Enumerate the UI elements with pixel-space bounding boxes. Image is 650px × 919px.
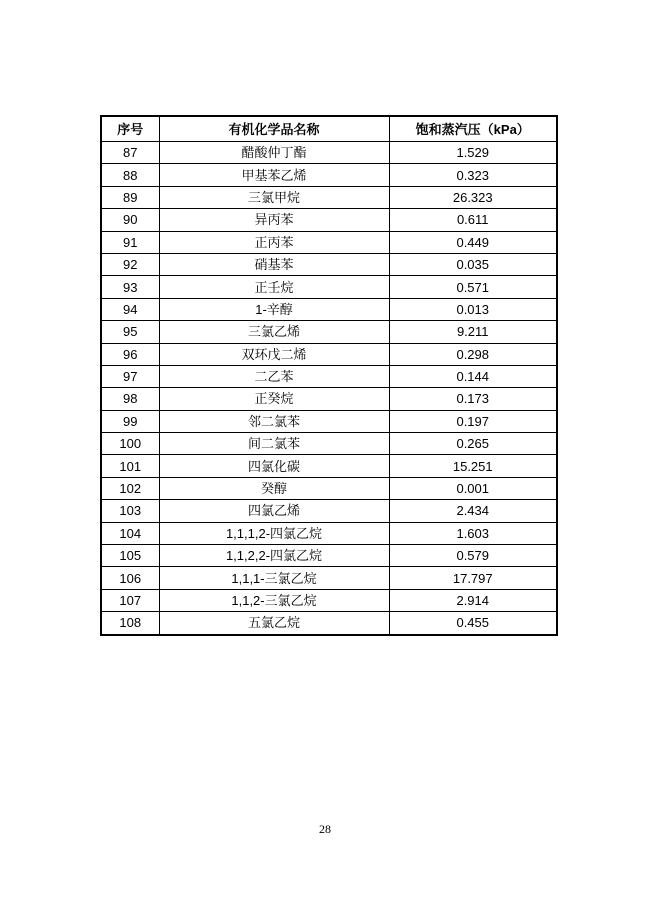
cell-index: 105 <box>101 545 159 567</box>
cell-chemical-name: 五氯乙烷 <box>159 612 389 635</box>
table-row <box>101 433 557 455</box>
table-row <box>101 612 557 635</box>
cell-chemical-name: 二乙苯 <box>159 365 389 387</box>
cell-vapor-pressure: 9.211 <box>389 321 557 343</box>
cell-chemical-name: 正壬烷 <box>159 276 389 298</box>
cell-vapor-pressure: 17.797 <box>389 567 557 589</box>
table-header-row <box>101 116 557 142</box>
table-row <box>101 365 557 387</box>
cell-chemical-name: 正癸烷 <box>159 388 389 410</box>
cell-index: 104 <box>101 522 159 544</box>
cell-chemical-name: 正丙苯 <box>159 231 389 253</box>
cell-index: 97 <box>101 365 159 387</box>
cell-index: 98 <box>101 388 159 410</box>
cell-index: 101 <box>101 455 159 477</box>
cell-vapor-pressure: 0.455 <box>389 612 557 635</box>
table-row <box>101 388 557 410</box>
cell-vapor-pressure: 0.571 <box>389 276 557 298</box>
cell-chemical-name: 间二氯苯 <box>159 433 389 455</box>
cell-vapor-pressure: 0.579 <box>389 545 557 567</box>
table-row <box>101 589 557 611</box>
cell-chemical-name: 1-辛醇 <box>159 298 389 320</box>
cell-chemical-name: 硝基苯 <box>159 253 389 275</box>
table-row <box>101 253 557 275</box>
table-row <box>101 298 557 320</box>
cell-index: 89 <box>101 186 159 208</box>
cell-index: 88 <box>101 164 159 186</box>
cell-index: 92 <box>101 253 159 275</box>
cell-chemical-name: 甲基苯乙烯 <box>159 164 389 186</box>
table-row <box>101 186 557 208</box>
cell-vapor-pressure: 0.323 <box>389 164 557 186</box>
cell-chemical-name: 1,1,2-三氯乙烷 <box>159 589 389 611</box>
table-row <box>101 343 557 365</box>
cell-vapor-pressure: 0.298 <box>389 343 557 365</box>
cell-index: 96 <box>101 343 159 365</box>
cell-index: 108 <box>101 612 159 635</box>
cell-vapor-pressure: 2.914 <box>389 589 557 611</box>
table-body <box>101 142 557 635</box>
cell-index: 100 <box>101 433 159 455</box>
cell-vapor-pressure: 0.173 <box>389 388 557 410</box>
cell-vapor-pressure: 2.434 <box>389 500 557 522</box>
cell-chemical-name: 四氯化碳 <box>159 455 389 477</box>
cell-index: 90 <box>101 209 159 231</box>
cell-index: 91 <box>101 231 159 253</box>
column-header-vapor-pressure: 饱和蒸汽压（kPa） <box>389 116 557 142</box>
cell-index: 103 <box>101 500 159 522</box>
table-row <box>101 164 557 186</box>
table-row <box>101 567 557 589</box>
cell-index: 95 <box>101 321 159 343</box>
cell-vapor-pressure: 0.013 <box>389 298 557 320</box>
cell-chemical-name: 醋酸仲丁酯 <box>159 142 389 164</box>
table-row <box>101 410 557 432</box>
table-row <box>101 545 557 567</box>
cell-vapor-pressure: 15.251 <box>389 455 557 477</box>
cell-index: 102 <box>101 477 159 499</box>
table-row <box>101 209 557 231</box>
table-row <box>101 231 557 253</box>
cell-chemical-name: 双环戊二烯 <box>159 343 389 365</box>
table-row <box>101 455 557 477</box>
cell-index: 106 <box>101 567 159 589</box>
table-row <box>101 276 557 298</box>
cell-chemical-name: 邻二氯苯 <box>159 410 389 432</box>
cell-vapor-pressure: 0.265 <box>389 433 557 455</box>
page-number: 28 <box>319 822 331 836</box>
cell-index: 87 <box>101 142 159 164</box>
table-row <box>101 522 557 544</box>
cell-vapor-pressure: 26.323 <box>389 186 557 208</box>
cell-index: 107 <box>101 589 159 611</box>
cell-chemical-name: 1,1,1-三氯乙烷 <box>159 567 389 589</box>
cell-vapor-pressure: 1.603 <box>389 522 557 544</box>
cell-index: 94 <box>101 298 159 320</box>
cell-chemical-name: 异丙苯 <box>159 209 389 231</box>
table-row <box>101 500 557 522</box>
cell-vapor-pressure: 0.611 <box>389 209 557 231</box>
table-row <box>101 142 557 164</box>
cell-index: 93 <box>101 276 159 298</box>
cell-vapor-pressure: 1.529 <box>389 142 557 164</box>
cell-chemical-name: 癸醇 <box>159 477 389 499</box>
cell-chemical-name: 1,1,2,2-四氯乙烷 <box>159 545 389 567</box>
column-header-chemical-name: 有机化学品名称 <box>159 116 389 142</box>
cell-chemical-name: 三氯甲烷 <box>159 186 389 208</box>
cell-index: 99 <box>101 410 159 432</box>
column-header-index: 序号 <box>101 116 159 142</box>
cell-chemical-name: 四氯乙烯 <box>159 500 389 522</box>
cell-vapor-pressure: 0.001 <box>389 477 557 499</box>
cell-chemical-name: 三氯乙烯 <box>159 321 389 343</box>
cell-vapor-pressure: 0.449 <box>389 231 557 253</box>
cell-chemical-name: 1,1,1,2-四氯乙烷 <box>159 522 389 544</box>
cell-vapor-pressure: 0.035 <box>389 253 557 275</box>
cell-vapor-pressure: 0.144 <box>389 365 557 387</box>
table-row <box>101 321 557 343</box>
chemical-data-table <box>100 115 558 636</box>
cell-vapor-pressure: 0.197 <box>389 410 557 432</box>
table-row <box>101 477 557 499</box>
